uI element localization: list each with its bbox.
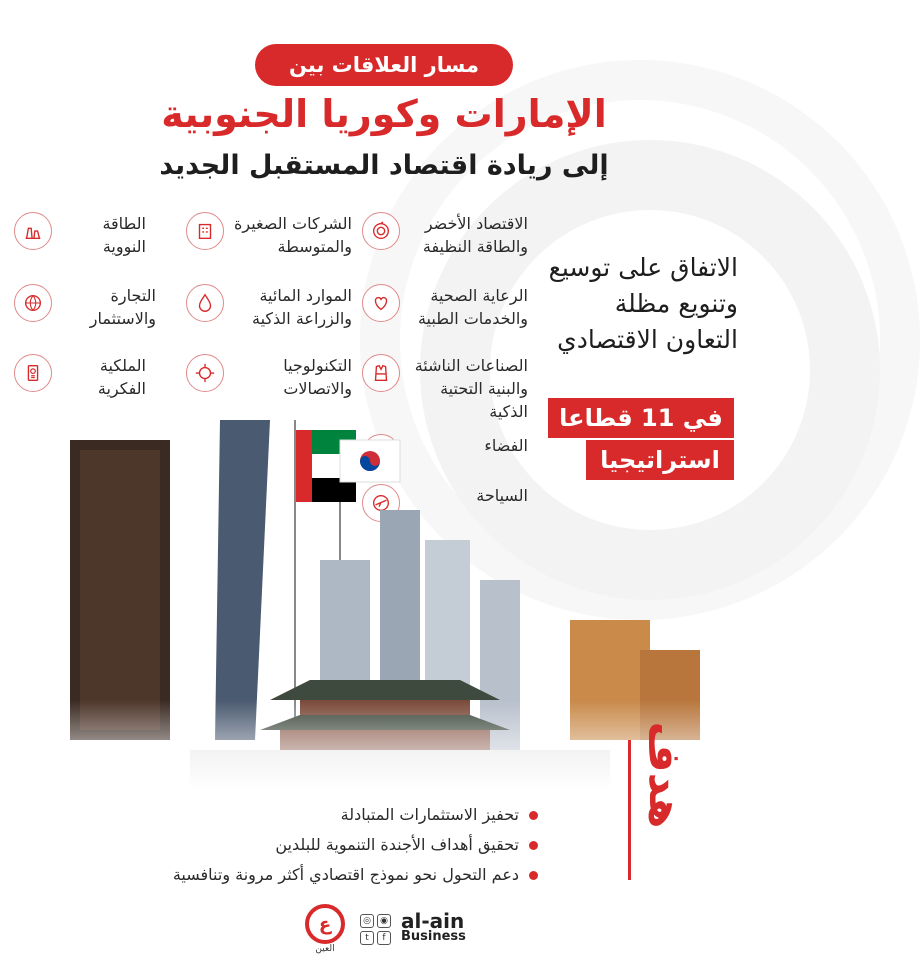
healthcare-icon: [362, 284, 400, 322]
footer: [300, 904, 466, 954]
sector-label: التكنولوجيا والاتصالات: [283, 356, 352, 398]
sector-label: الصناعات الناشئة والبنية التحتية الذكية: [414, 356, 528, 421]
worker-vest-icon: [362, 354, 400, 392]
agreement-tag-sectors: في 11 قطاعا: [548, 398, 734, 438]
goal-list: [173, 800, 538, 890]
alain-logo-mark: ع: [305, 904, 345, 944]
alain-logo-text: العين: [315, 944, 335, 954]
social-icons: [360, 914, 391, 945]
twitter-icon[interactable]: t: [360, 931, 374, 945]
sector-label: السياحة: [476, 486, 528, 505]
sector-item: [362, 284, 528, 330]
page-title: الإمارات وكوريا الجنوبية: [161, 92, 607, 136]
website-icon[interactable]: ◎: [360, 914, 374, 928]
sector-item: [14, 212, 146, 258]
nuclear-plant-icon: [14, 212, 52, 250]
sector-item: [14, 284, 156, 330]
goal-item-text: تحفيز الاستثمارات المتبادلة: [340, 805, 519, 824]
agreement-text: الاتفاق على توسيع وتنويع مظلة التعاون الاقتصادي: [548, 253, 738, 354]
agreement-tag-strategic: استراتيجيا: [586, 440, 734, 480]
sector-item: [362, 212, 528, 258]
instagram-icon[interactable]: ◉: [377, 914, 391, 928]
brand-name: [401, 909, 466, 945]
page-subtitle: إلى ريادة اقتصاد المستقبل الجديد: [159, 150, 609, 181]
goal-item-text: دعم التحول نحو نموذج اقتصادي أكثر مرونة وتنافسية: [172, 865, 519, 884]
alain-logo: [300, 904, 350, 954]
sector-label: التجارة والاستثمار: [89, 286, 156, 328]
sector-item: [186, 354, 352, 400]
technology-brain-icon: [186, 354, 224, 392]
sector-label: الاقتصاد الأخضر والطاقة النظيفة: [422, 214, 528, 256]
trade-globe-icon: [14, 284, 52, 322]
intellectual-property-icon: [14, 354, 52, 392]
brand-line-1: al-ain: [401, 909, 465, 933]
goal-item-text: تحقيق أهداف الأجندة التنموية للبلدين: [275, 835, 519, 854]
brand-line-2: Business: [401, 929, 466, 944]
sector-label: الرعاية الصحية والخدمات الطبية: [417, 286, 528, 328]
goal-divider: [628, 740, 631, 880]
header-pill: مسار العلاقات بين: [255, 44, 513, 86]
goal-word-graphic: [550, 660, 690, 890]
sector-item: [186, 212, 352, 258]
sector-label: الموارد المائية والزراعة الذكية: [252, 286, 352, 328]
goal-item: [173, 800, 538, 830]
sector-item: [186, 284, 352, 330]
goal-item: [173, 830, 538, 860]
goal-word: هدف: [639, 721, 690, 829]
bullet-dot-icon: [529, 871, 538, 880]
facebook-icon[interactable]: f: [377, 931, 391, 945]
bullet-dot-icon: [529, 841, 538, 850]
green-economy-icon: [362, 212, 400, 250]
goal-item: [173, 860, 538, 890]
sector-label: الشركات الصغيرة والمتوسطة: [233, 214, 352, 256]
sector-label: الطاقة النووية: [102, 214, 146, 256]
bullet-dot-icon: [529, 811, 538, 820]
sector-label: الملكية الفكرية: [97, 356, 146, 398]
sector-label: الفضاء: [484, 436, 528, 455]
sme-building-icon: [186, 212, 224, 250]
sector-item: [14, 354, 146, 400]
water-drop-icon: [186, 284, 224, 322]
